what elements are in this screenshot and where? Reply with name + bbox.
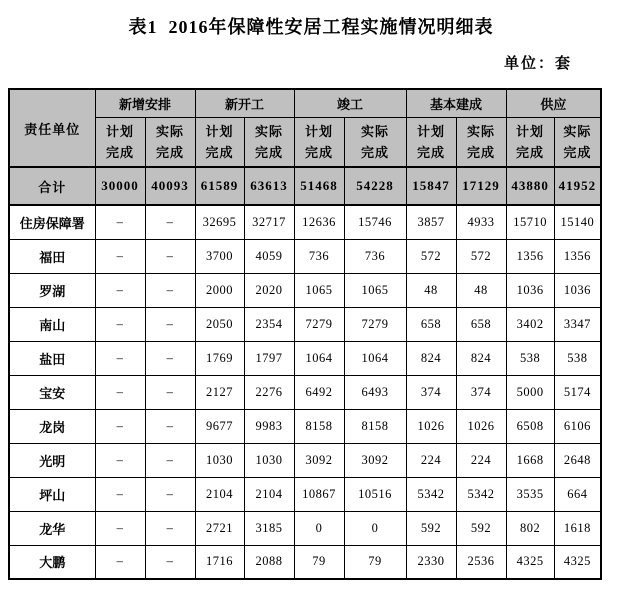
- page-title: 表1 2016年保障性安居工程实施情况明细表: [128, 17, 494, 37]
- table-cell: 32717: [244, 205, 294, 239]
- subheader-line: 完成: [156, 144, 185, 160]
- table-cell: 664: [554, 477, 601, 511]
- subheader-line: 完成: [205, 144, 234, 160]
- table-cell: 538: [506, 341, 554, 375]
- table-cell: 6493: [344, 375, 406, 409]
- subheader-line: 计划: [205, 123, 234, 139]
- table-cell: 1797: [244, 341, 294, 375]
- table-cell: 7279: [344, 307, 406, 341]
- row-label: 罗湖: [9, 273, 95, 307]
- table-row: [9, 511, 601, 545]
- subheader-line: 实际: [563, 123, 592, 139]
- table-cell: 63613: [244, 167, 294, 205]
- table-cell: 15710: [506, 205, 554, 239]
- table-row: [9, 409, 601, 443]
- group-header-completed: 竣工: [294, 89, 406, 117]
- table-cell: 41952: [554, 167, 601, 205]
- table-row: [9, 375, 601, 409]
- table-cell: –: [145, 205, 195, 239]
- table-cell: 2354: [244, 307, 294, 341]
- table-cell: 3402: [506, 307, 554, 341]
- table-cell: 2536: [456, 545, 506, 579]
- subheader-planned: [506, 117, 554, 167]
- table-cell: –: [145, 443, 195, 477]
- table-cell: –: [95, 375, 145, 409]
- table-cell: 0: [344, 511, 406, 545]
- subheader-line: 实际: [255, 123, 284, 139]
- table-cell: –: [145, 409, 195, 443]
- table-cell: 7279: [294, 307, 344, 341]
- table-cell: 736: [344, 239, 406, 273]
- subheader-line: 实际: [361, 123, 390, 139]
- table-cell: 15847: [406, 167, 456, 205]
- table-cell: –: [145, 477, 195, 511]
- table-cell: 592: [456, 511, 506, 545]
- subheader-actual: [554, 117, 601, 167]
- subheader-line: 实际: [156, 123, 185, 139]
- table-cell: 15140: [554, 205, 601, 239]
- table-cell: 1356: [506, 239, 554, 273]
- table-cell: 224: [406, 443, 456, 477]
- table-cell: 0: [294, 511, 344, 545]
- table-cell: 6106: [554, 409, 601, 443]
- subheader-line: 完成: [105, 144, 134, 160]
- table-cell: 61589: [195, 167, 244, 205]
- table-cell: 4325: [554, 545, 601, 579]
- table-cell: 1065: [344, 273, 406, 307]
- row-label: 合计: [9, 167, 95, 205]
- row-label: 龙岗: [9, 409, 95, 443]
- subheader-line: 完成: [305, 144, 334, 160]
- table-cell: 572: [456, 239, 506, 273]
- table-cell: 30000: [95, 167, 145, 205]
- table-cell: 1036: [506, 273, 554, 307]
- table-cell: 40093: [145, 167, 195, 205]
- table-cell: 8158: [344, 409, 406, 443]
- table-cell: –: [145, 511, 195, 545]
- table-cell: 4325: [506, 545, 554, 579]
- table-cell: 1030: [244, 443, 294, 477]
- table-cell: 2127: [195, 375, 244, 409]
- table-cell: 224: [456, 443, 506, 477]
- subheader-line: 完成: [417, 144, 446, 160]
- table-cell: 9677: [195, 409, 244, 443]
- subheader-actual: [344, 117, 406, 167]
- table-cell: 5342: [456, 477, 506, 511]
- table-row: [9, 307, 601, 341]
- table-cell: –: [145, 341, 195, 375]
- table-cell: 5342: [406, 477, 456, 511]
- subheader-line: 完成: [563, 144, 592, 160]
- table-cell: 2276: [244, 375, 294, 409]
- table-cell: 572: [406, 239, 456, 273]
- table-cell: 3535: [506, 477, 554, 511]
- table-cell: 2020: [244, 273, 294, 307]
- table-row: [9, 273, 601, 307]
- subheader-planned: [195, 117, 244, 167]
- subheader-planned: [294, 117, 344, 167]
- table-cell: 79: [344, 545, 406, 579]
- table-cell: –: [145, 375, 195, 409]
- table-cell: 10516: [344, 477, 406, 511]
- row-label: 光明: [9, 443, 95, 477]
- table-cell: 1064: [344, 341, 406, 375]
- table-cell: 10867: [294, 477, 344, 511]
- table-cell: –: [95, 341, 145, 375]
- table-cell: –: [95, 477, 145, 511]
- table-cell: 2330: [406, 545, 456, 579]
- table-cell: –: [95, 545, 145, 579]
- table-cell: 1356: [554, 239, 601, 273]
- table-cell: 48: [406, 273, 456, 307]
- table-cell: 2648: [554, 443, 601, 477]
- table-cell: 54228: [344, 167, 406, 205]
- table-cell: 48: [456, 273, 506, 307]
- table-cell: 1030: [195, 443, 244, 477]
- table-cell: 374: [406, 375, 456, 409]
- table-cell: 658: [456, 307, 506, 341]
- table-cell: 3092: [294, 443, 344, 477]
- row-label: 坪山: [9, 477, 95, 511]
- row-label: 南山: [9, 307, 95, 341]
- table-cell: 2050: [195, 307, 244, 341]
- table-cell: 374: [456, 375, 506, 409]
- table-row: [9, 239, 601, 273]
- group-header-new-arrangement: 新增安排: [95, 89, 195, 117]
- table-cell: –: [145, 307, 195, 341]
- table-cell: 658: [406, 307, 456, 341]
- group-header-supply: 供应: [506, 89, 601, 117]
- table-cell: 2088: [244, 545, 294, 579]
- table-cell: –: [95, 307, 145, 341]
- table-cell: 15746: [344, 205, 406, 239]
- table-cell: 3185: [244, 511, 294, 545]
- table-cell: 2104: [244, 477, 294, 511]
- table-row: [9, 443, 601, 477]
- table-cell: 6508: [506, 409, 554, 443]
- table-cell: 6492: [294, 375, 344, 409]
- table-cell: –: [145, 545, 195, 579]
- table-cell: 79: [294, 545, 344, 579]
- table-cell: 4059: [244, 239, 294, 273]
- group-header-new-starts: 新开工: [195, 89, 294, 117]
- table-cell: 824: [456, 341, 506, 375]
- unit-label: 单位：套: [503, 56, 572, 72]
- table-cell: 2721: [195, 511, 244, 545]
- subheader-line: 完成: [255, 144, 284, 160]
- table-cell: –: [95, 443, 145, 477]
- row-label: 福田: [9, 239, 95, 273]
- table-cell: 1064: [294, 341, 344, 375]
- table-cell: –: [95, 409, 145, 443]
- table-cell: 2000: [195, 273, 244, 307]
- table-cell: 1036: [554, 273, 601, 307]
- table-cell: 1026: [406, 409, 456, 443]
- table-cell: 12636: [294, 205, 344, 239]
- table-cell: 592: [406, 511, 456, 545]
- table-cell: 736: [294, 239, 344, 273]
- table-row: [9, 205, 601, 239]
- subheader-actual: [145, 117, 195, 167]
- table-cell: –: [95, 273, 145, 307]
- table-cell: 4933: [456, 205, 506, 239]
- table-cell: 8158: [294, 409, 344, 443]
- table-cell: 1065: [294, 273, 344, 307]
- row-label: 盐田: [9, 341, 95, 375]
- table-row-total: [9, 167, 601, 205]
- table-cell: 32695: [195, 205, 244, 239]
- subheader-line: 完成: [467, 144, 496, 160]
- table-cell: 5174: [554, 375, 601, 409]
- table-cell: 9983: [244, 409, 294, 443]
- table-cell: 3092: [344, 443, 406, 477]
- subheader-planned: [95, 117, 145, 167]
- table-cell: 17129: [456, 167, 506, 205]
- subheader-line: 计划: [417, 123, 446, 139]
- table-row: [9, 477, 601, 511]
- table-cell: 1618: [554, 511, 601, 545]
- table-cell: 802: [506, 511, 554, 545]
- row-label: 大鹏: [9, 545, 95, 579]
- subheader-line: 计划: [105, 123, 134, 139]
- table-cell: –: [95, 239, 145, 273]
- table-cell: 1716: [195, 545, 244, 579]
- subheader-line: 完成: [361, 144, 390, 160]
- table-cell: –: [145, 273, 195, 307]
- table-header-group-row: [9, 89, 601, 117]
- subheader-line: 计划: [305, 123, 334, 139]
- table-cell: 1769: [195, 341, 244, 375]
- corner-header: 责任单位: [9, 89, 95, 167]
- table-cell: 43880: [506, 167, 554, 205]
- subheader-planned: [406, 117, 456, 167]
- row-label: 住房保障署: [9, 205, 95, 239]
- table-cell: 1668: [506, 443, 554, 477]
- table-cell: 824: [406, 341, 456, 375]
- subheader-line: 完成: [516, 144, 545, 160]
- table-cell: 1026: [456, 409, 506, 443]
- row-label: 宝安: [9, 375, 95, 409]
- table-cell: –: [95, 511, 145, 545]
- table-cell: 3347: [554, 307, 601, 341]
- subheader-actual: [456, 117, 506, 167]
- subheader-line: 计划: [516, 123, 545, 139]
- row-label: 龙华: [9, 511, 95, 545]
- table-header-sub-row: [9, 117, 601, 167]
- table-cell: 2104: [195, 477, 244, 511]
- table-cell: 5000: [506, 375, 554, 409]
- table-cell: –: [145, 239, 195, 273]
- subheader-line: 实际: [467, 123, 496, 139]
- table-cell: 3857: [406, 205, 456, 239]
- table-cell: 538: [554, 341, 601, 375]
- housing-projects-table: [8, 88, 602, 580]
- table-cell: –: [95, 205, 145, 239]
- subheader-actual: [244, 117, 294, 167]
- group-header-basically-built: 基本建成: [406, 89, 506, 117]
- table-cell: 51468: [294, 167, 344, 205]
- table-row: [9, 341, 601, 375]
- table-cell: 3700: [195, 239, 244, 273]
- table-row: [9, 545, 601, 579]
